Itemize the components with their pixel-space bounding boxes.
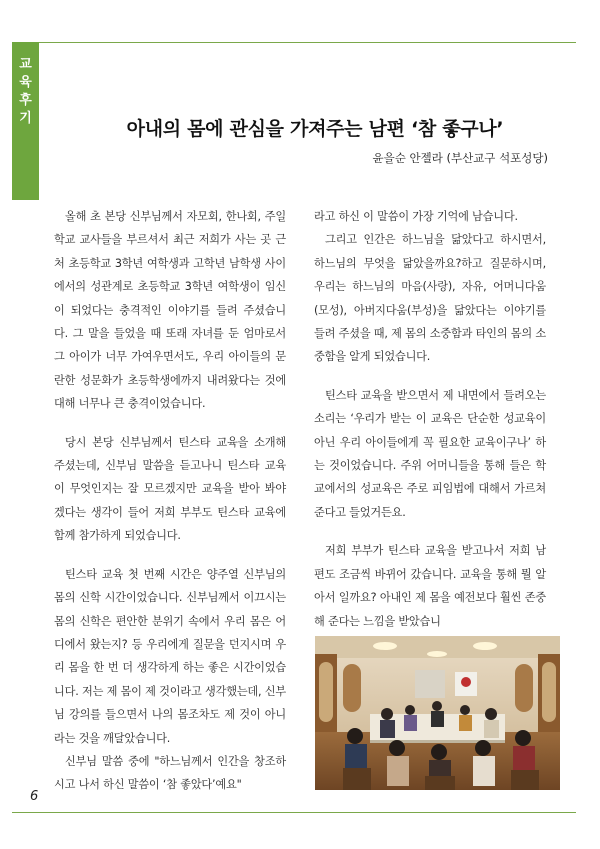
paragraph: 신부님 말씀 중에 "하느님께서 인간을 창조하시고 나서 하신 말씀이 ‘참 좋았다’예요"	[54, 754, 286, 792]
paragraph: 틴스타 교육을 받으면서 제 내면에서 들려오는 소리는 ‘우리가 받는 이 교육은 단순한 성교육이 아닌 우리 아이들에게 꼭 필요한 교육이구나’ 하는 것이었습니다. 주위 어머니들을 통해 들은 학교에서의 성교육은 주로 피임법에 대해서 가르쳐 준다고 들었거든요.	[314, 388, 546, 519]
paragraph: 저희 부부가 틴스타 교육을 받고나서 저희 남편도 조금씩 바뀌어 갔습니다. 교육을 통해 뭘 알아서 일까요? 아내인 제 몸을 예전보다 훨씬 존중해 준다는 느낌을 받았습니	[314, 544, 546, 628]
top-rule	[12, 42, 576, 43]
paragraph: 라고 하신 이 말씀이 가장 기억에 남습니다.	[314, 210, 518, 223]
paragraph: 그리고 인간은 하느님을 닮았다고 하시면서, 하느님의 무엇을 닮았을까요?하고 질문하시며, 우리는 하느님의 마음(사랑), 자유, 어머니다움(모성), 아버지다움(부성)을 닮았다는 이야기를 들려 주셨을 때, 제 몸의 소중함과 타인의 몸의 소중함을 알게 되었습니다.	[314, 233, 546, 364]
classroom-photo	[315, 636, 560, 790]
article-title: 아내의 몸에 관심을 가져주는 남편 ‘참 좋구나’	[126, 118, 504, 140]
page-number: 6	[30, 789, 39, 804]
bottom-rule	[12, 812, 576, 813]
left-column	[54, 205, 286, 797]
section-tab-char: 육	[19, 75, 32, 90]
section-tab-char: 후	[19, 93, 32, 108]
paragraph: 당시 본당 신부님께서 틴스타 교육을 소개해 주셨는데, 신부님 말씀을 듣고나니 틴스타 교육이 무엇인지는 잘 모르겠지만 교육을 받아 봐야겠다는 생각이 들어 저희 부부도 틴스타 교육에 함께 참가하게 되었습니다.	[54, 435, 286, 543]
article-author: 윤을순 안젤라 (부산교구 석포성당)	[372, 151, 548, 165]
paragraph: 틴스타 교육 첫 번째 시간은 양주열 신부님의 몸의 신학 시간이었습니다. 신부님께서 이끄시는 몸의 신학은 편안한 분위기 속에서 우리 몸은 어디에서 왔는지? 등 우리에게 질문을 던지시며 우리 몸을 한 번 더 생각하게 하는 좋은 시간이었습니다. 저는 제 몸이 제 것이라고 생각했는데, 신부님 강의를 들으면서 나의 몸조차도 제 것이 아니라는 것을 깨달았습니다.	[54, 567, 286, 745]
paragraph: 올해 초 본당 신부님께서 자모회, 한나회, 주일학교 교사들을 부르셔서 최근 저희가 사는 곳 근처 초등학교 3학년 여학생과 고학년 남학생 사이에서의 성관계로 초등학교 3학년 여학생이 임신이 되었다는 충격적인 이야기를 들려 주셨습니다. 그 말을 들었을 때 또래 자녀를 둔 엄마로서 그 아이가 너무 가여우면서도, 우리 아이들의 문란한 성문화가 초등학생에까지 내려왔다는 것에 대해 너무나 큰 충격이었습니다.	[54, 210, 286, 411]
section-tab-char: 교	[19, 57, 32, 72]
right-column	[314, 205, 546, 633]
section-tab	[12, 42, 39, 200]
section-tab-char: 기	[19, 111, 32, 126]
